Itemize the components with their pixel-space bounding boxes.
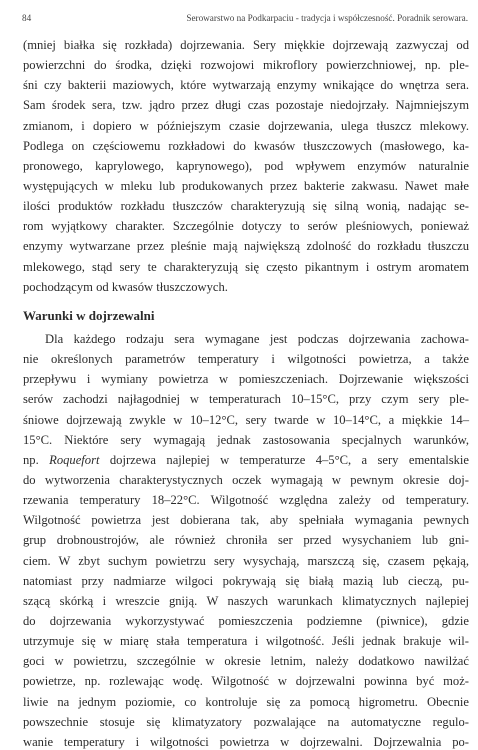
text-line: rom wyjątkowy charakter. Szczególnie dotyczy to serów pleśniowych, ponieważ (23, 219, 469, 234)
text-line: (mniej białka się rozkłada) dojrzewania. Sery miękkie dojrzewają zazwyczaj od (23, 38, 469, 52)
text-line: zmianom, i dopiero w późniejszym czasie dojrzewania, ulega tłuszcz mlekowy. (23, 118, 469, 133)
text-line: do dojrzewania wykorzystywać pomieszczenia podziemne (piwnice), gdzie (23, 613, 469, 628)
cheese-name: Roquefort (49, 452, 100, 467)
text-line: powierzchni do środka, dzięki rozwojowi mikroflory powierzchniowej, np. ple- (23, 58, 469, 73)
text-line: natomiast przy nadmiarze wilgoci pokrywają się białą mazią lub cieczą, pu- (23, 573, 469, 588)
text-line: powszechnie stosuje się klimatyzatory pozwalające na automatyczne regulo- (23, 714, 469, 729)
text-line: śni czy bakterii maziowych, które wytwarzają enzymy wnikające do wnętrza sera. (23, 78, 469, 93)
text-line: przepływu i wymiany powietrza w pomieszczeniach. Dojrzewanie większości (23, 372, 469, 387)
paragraph-ripening-conditions (23, 329, 469, 750)
text-line: Wilgotność powietrza jest dobierana tak, aby spełniała wymagania pewnych (23, 513, 469, 528)
text-line: nie określonych parametrów temperatury i wilgotności powietrza, a także (23, 352, 469, 367)
page-body (23, 35, 469, 750)
text-line: Dla każdego rodzaju sera wymagane jest podczas dojrzewania zachowa- (45, 331, 469, 346)
text-line: np. Roquefort dojrzewa najlepiej w temperaturze 4–5°C, a sery ementalskie (23, 452, 469, 467)
text-line: mlekowego, stąd sery te charakteryzują się często pikantnym i ostrym aromatem (23, 259, 469, 274)
text-line: goci w powietrzu, szczególnie w okresie letnim, należy dodatkowo nawilżać (23, 654, 469, 669)
running-title: Serowarstwo na Podkarpaciu - tradycja i współczesność. Poradnik serowara. (186, 13, 468, 23)
text-line: do wytworzenia charakterystycznych oczek wymagają w pewnym okresie doj- (23, 472, 469, 487)
text-line: szącą skórką i wreszcie gniją. W naszych warunkach klimatycznych najlepiej (23, 593, 469, 608)
text-line: serów zachodzi najłagodniej w temperaturach 10–15°C, przy czym sery ple- (23, 392, 469, 407)
page-header (22, 13, 468, 27)
text-line: rzewania temperatury 18–22°C. Wilgotność względna zależy od temperatury. (23, 493, 469, 508)
text-line: grup drobnoustrojów, ale również chroniła ser przed wysychaniem lub gni- (23, 533, 469, 548)
text-line: 15°C. Niektóre sery wymagają jednak zastosowania specjalnych warunków, (23, 432, 469, 447)
text-line: enzymy wytwarzane przez pleśnie mają największą zdolność do rozkładu tłuszczu (23, 239, 469, 254)
text-line: wanie temperatury i wilgotności powietrza w dojrzewalni. Dojrzewalnia po- (23, 734, 469, 749)
text-line: ilości produktów rozkładu tłuszczów charakteryzują się silną wonią, nadając se- (23, 199, 469, 214)
text-line: utrzymuje się w miarę stała temperatura i wilgotność. Jeśli jednak brakuje wil- (23, 634, 469, 649)
text-line: liwie na jednym poziomie, co kontroluje się za pomocą higrometru. Obecnie (23, 694, 469, 709)
text-line: Sam środek sera, tzw. jądro przez długi czas pozostaje niedojrzały. Najmniejszym (23, 98, 469, 113)
text-line: powietrze, np. rozlewając wodę. Wilgotność w dojrzewalni powinna być moż- (23, 674, 469, 689)
text-line: ciem. W zbyt suchym powietrzu sery wysychają, marszczą się, czasem pękają, (23, 553, 469, 568)
text-line: Podlega on częściowemu rozkładowi do kwasów tłuszczowych (masłowego, ka- (23, 138, 469, 153)
text-line: pochodzącym od kwasów tłuszczowych. (23, 279, 228, 294)
paragraph-ripening-fat (23, 35, 469, 297)
text-line: śniowe dojrzewają zwykle w 10–12°C, sery twarde w 10–14°C, a miękkie 14– (23, 412, 469, 427)
page-number: 84 (22, 13, 32, 23)
text-line: występujących w mleku lub produkowanych przez bakterie zakwasu. Nawet małe (23, 178, 469, 193)
text-line: pronowego, kaprylowego, kaprynowego), pod wpływem enzymów naturalnie (23, 158, 469, 173)
section-heading: Warunki w dojrzewalni (23, 307, 155, 323)
